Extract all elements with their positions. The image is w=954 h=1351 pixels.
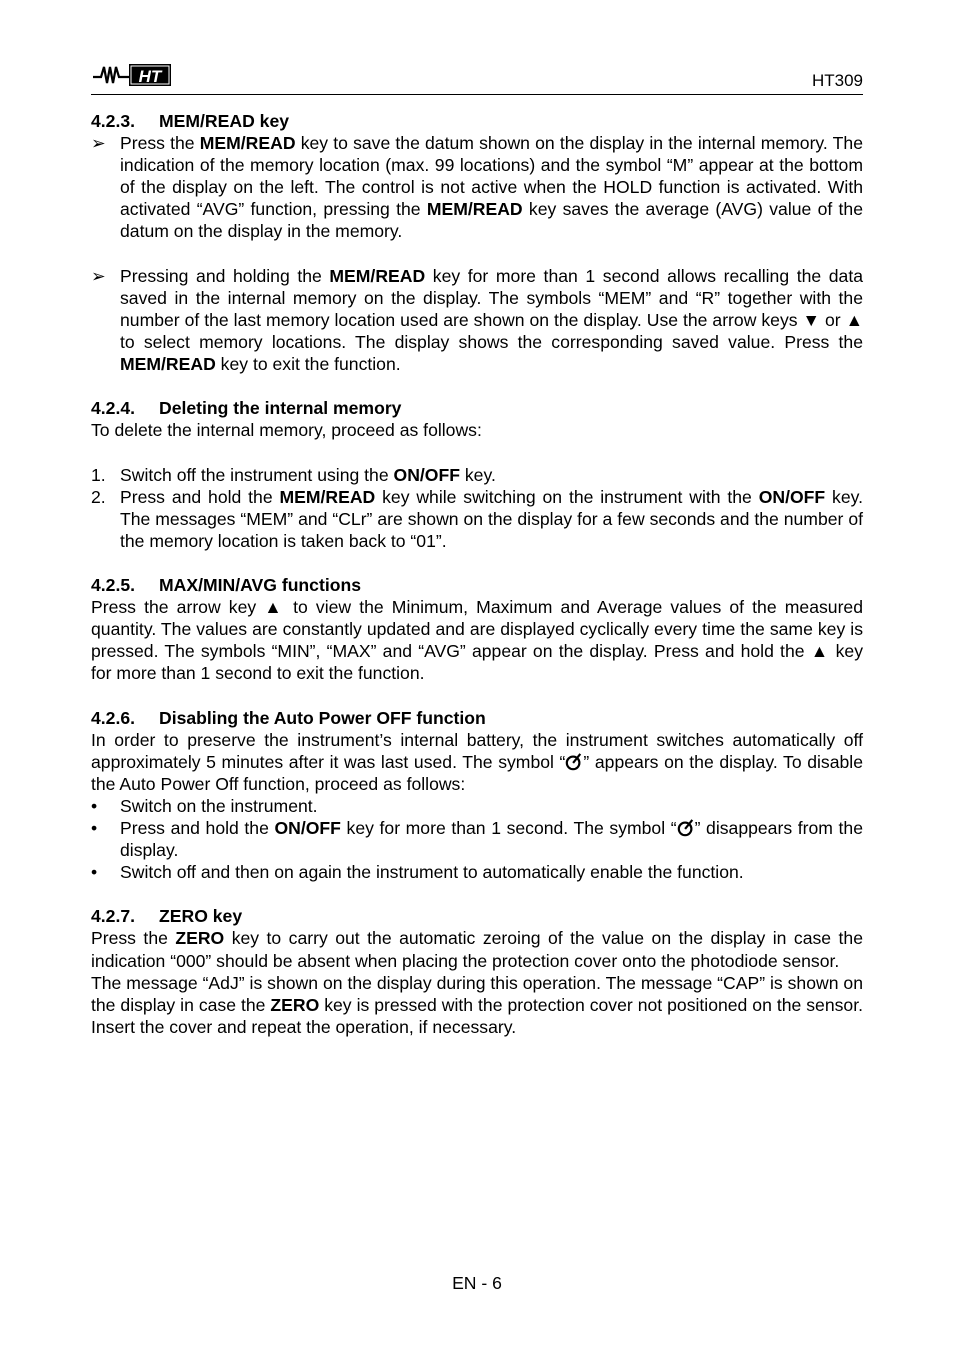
section-heading-auto-power-off: 4.2.6. Disabling the Auto Power OFF function xyxy=(91,707,486,728)
list-item: • Switch off and then on again the instrument to automatically enable the function. xyxy=(91,862,744,883)
list-item: 2. Press and hold the MEM/READ key while switching on the instrument with the ON/OFF key. The messages “MEM” and “CLr” are shown on the display for a few seconds and the number of the memory location is taken back to “01”. xyxy=(91,486,863,551)
list-item: ➢ Pressing and holding the MEM/READ key for more than 1 second allows recalling the data saved in the internal memory on the display. The symbols “MEM” and “R” together with the number of the last memory location used are shown on the display. Use the arrow keys ▼ or ▲ to select memory locations. The display shows the corresponding saved value. Press the MEM/READ key to exit the function. xyxy=(91,265,863,375)
bullet-icon: • xyxy=(91,818,98,838)
paragraph: Press the arrow key ▲ to view the Minimum, Maximum and Average values of the measured quantity. The values are constantly updated and are displayed cyclically every time the same key is pressed. The symbols “MIN”, “MAX” and “AVG” appear on the display. Press and hold the ▲ key for more than 1 second to exit the function. xyxy=(91,597,863,684)
model-name: HT309 xyxy=(811,71,863,90)
section-heading-max-min-avg: 4.2.5. MAX/MIN/AVG functions xyxy=(91,574,361,595)
arrow-bullet-icon: ➢ xyxy=(91,133,106,154)
page-header xyxy=(91,58,863,95)
bullet-icon: • xyxy=(91,795,98,816)
arrow-bullet-icon: ➢ xyxy=(91,265,106,286)
section-heading-mem-read: 4.2.3. MEM/READ key xyxy=(91,111,290,131)
page-content xyxy=(91,110,863,1038)
list-item: ➢ Press the MEM/READ key to save the datum shown on the display in the internal memory. The indication of the memory location (max. 99 locations) and the symbol “M” appear at the bottom of the display on the left. The control is not active when the HOLD function is activated. With activated “AVG” function, pressing the MEM/READ key saves the average (AVG) value of the datum on the display in the memory. xyxy=(91,133,863,242)
section-heading-zero-key: 4.2.7. ZERO key xyxy=(91,906,243,927)
section-heading-delete-memory: 4.2.4. Deleting the internal memory xyxy=(91,398,402,419)
list-item: 1. Switch off the instrument using the ON/OFF key. xyxy=(91,464,496,485)
auto-power-off-icon xyxy=(565,753,583,771)
auto-power-off-icon xyxy=(677,819,695,837)
page-number: EN - 6 xyxy=(452,1273,502,1293)
paragraph: Press the ZERO key to carry out the automatic zeroing of the value on the display in case the indication “000” should be absent when placing the protection cover onto the photodiode sensor. xyxy=(91,928,863,971)
paragraph: In order to preserve the instrument’s internal battery, the instrument switches automatically off approximately 5 minutes after it was last used. The symbol “ ” appears on the display. To disable the Auto Power Off function, proceed as follows: xyxy=(91,729,863,794)
list-item: • Switch on the instrument. xyxy=(91,795,318,816)
paragraph: To delete the internal memory, proceed as follows: xyxy=(91,420,482,441)
list-item: • Press and hold the ON/OFF key for more than 1 second. The symbol “ ” disappears from the display. xyxy=(91,818,863,861)
paragraph: The message “AdJ” is shown on the display during this operation. The message “CAP” is shown on the display in case the ZERO key is pressed with the protection cover not positioned on the sensor. Insert the cover and repeat the operation, if necessary. xyxy=(91,972,863,1037)
bullet-icon: • xyxy=(91,862,98,883)
svg-text:HT: HT xyxy=(138,67,162,86)
ht-logo xyxy=(93,61,173,89)
